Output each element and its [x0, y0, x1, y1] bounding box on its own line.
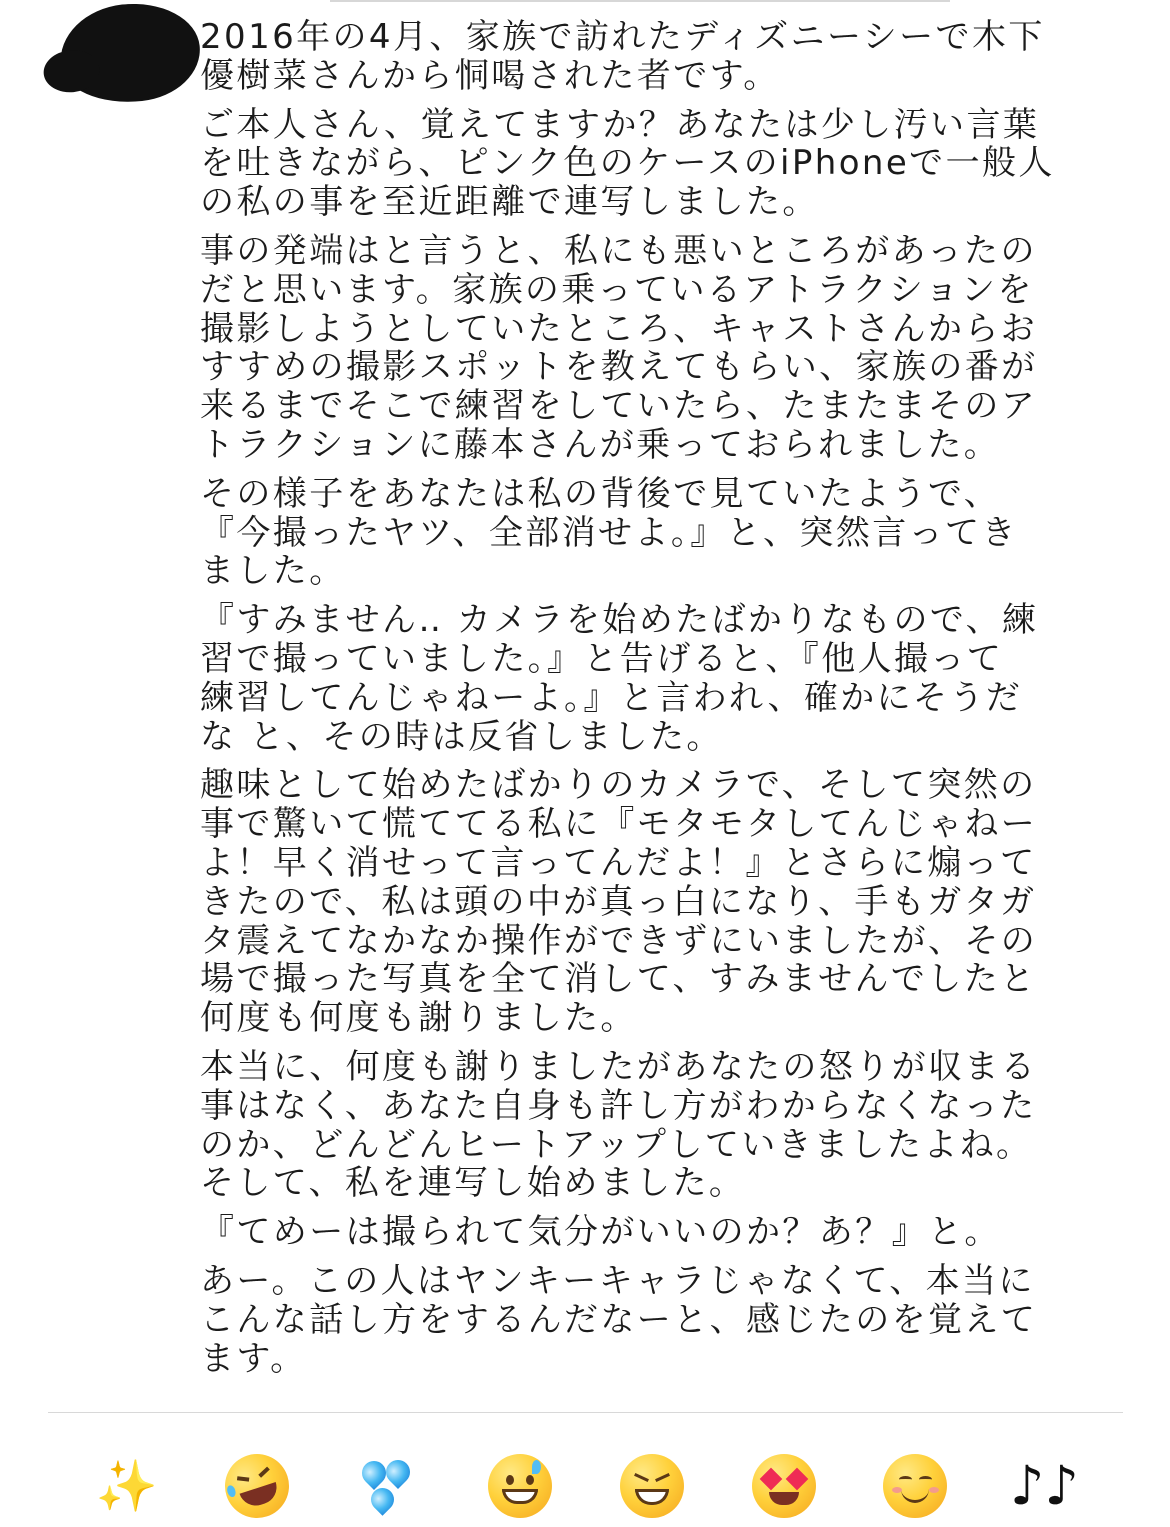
message-paragraph: 本当に、何度も謝りましたがあなたの怒りが収まる 事はなく、あなた自身も許し方がわからなくなった のか、どんどんヒートアップしていきましたよね。 そして、私を連写し始めました。 — [200, 1046, 1038, 1204]
message-paragraph: 『てめーは撮られて気分がいいのか？あ？』と。 — [200, 1212, 1001, 1253]
message-body — [200, 18, 1080, 1408]
top-divider — [330, 0, 950, 2]
reaction-divider — [48, 1412, 1123, 1413]
heart-eyes-face-icon[interactable] — [752, 1454, 816, 1518]
message-paragraph: 事の発端はと言うと、私にも悪いところがあったの だと思います。家族の乗っているアトラクションを 撮影しようとしていたところ、キャストさんからお すすめの撮影スポットを教えてもらい、家族の番が 来るまでそこで練習をしていたら、たまたまそのア トラクションに藤本さんが乗っておられました。 — [200, 230, 1038, 465]
message-paragraph: 趣味として始めたばかりのカメラで、そして突然の 事で驚いて慌ててる私に『モタモタしてんじゃねー よ！早く消せって言ってんだよ！』とさらに煽って きたので、私は頭の中が真っ白になり、手もガタガ タ震えてなかなか操作ができずにいましたが、その 場で撮った写真を全て消して、すみませんでしたと 何度も何度も謝りました。 — [200, 765, 1038, 1039]
sweat-droplets-icon[interactable] — [355, 1454, 419, 1518]
message-paragraph: 2016年の4月、家族で訪れたディズニーシーで木下 優樹菜さんから恫喝された者です。 — [200, 18, 1045, 96]
message-paragraph: その様子をあなたは私の背後で見ていたようで、 『今撮ったヤツ、全部消せよ。』と、突然言ってき ました。 — [200, 473, 1018, 592]
emoji-reaction-bar — [0, 1454, 1170, 1524]
sparkles-icon[interactable]: ✨ — [95, 1457, 159, 1515]
message-paragraph: 『すみません‥ カメラを始めたばかりなもので、練 習で撮っていました。』と告げると、『他人撮って 練習してんじゃねーよ。』と言われ、確かにそうだ な と、その時は反省しました。 — [200, 600, 1039, 757]
redacted-avatar — [55, 0, 204, 109]
smiling-face-icon[interactable] — [883, 1454, 947, 1518]
message-paragraph: あー。この人はヤンキーキャラじゃなくて、本当に こんな話し方をするんだなーと、感じたのを覚えて ます。 — [200, 1260, 1038, 1379]
squinting-laughing-face-icon[interactable] — [620, 1454, 684, 1518]
grinning-sweat-face-icon[interactable] — [488, 1454, 552, 1518]
message-paragraph: ご本人さん、覚えてますか？あなたは少し汚い言葉 を吐きながら、ピンク色のケースのiPhoneで一般人 の私の事を至近距離で連写しました。 — [200, 104, 1055, 223]
rolling-laughing-face-icon[interactable] — [217, 1446, 298, 1527]
musical-notes-icon[interactable]: ♪♪ — [1010, 1454, 1079, 1517]
